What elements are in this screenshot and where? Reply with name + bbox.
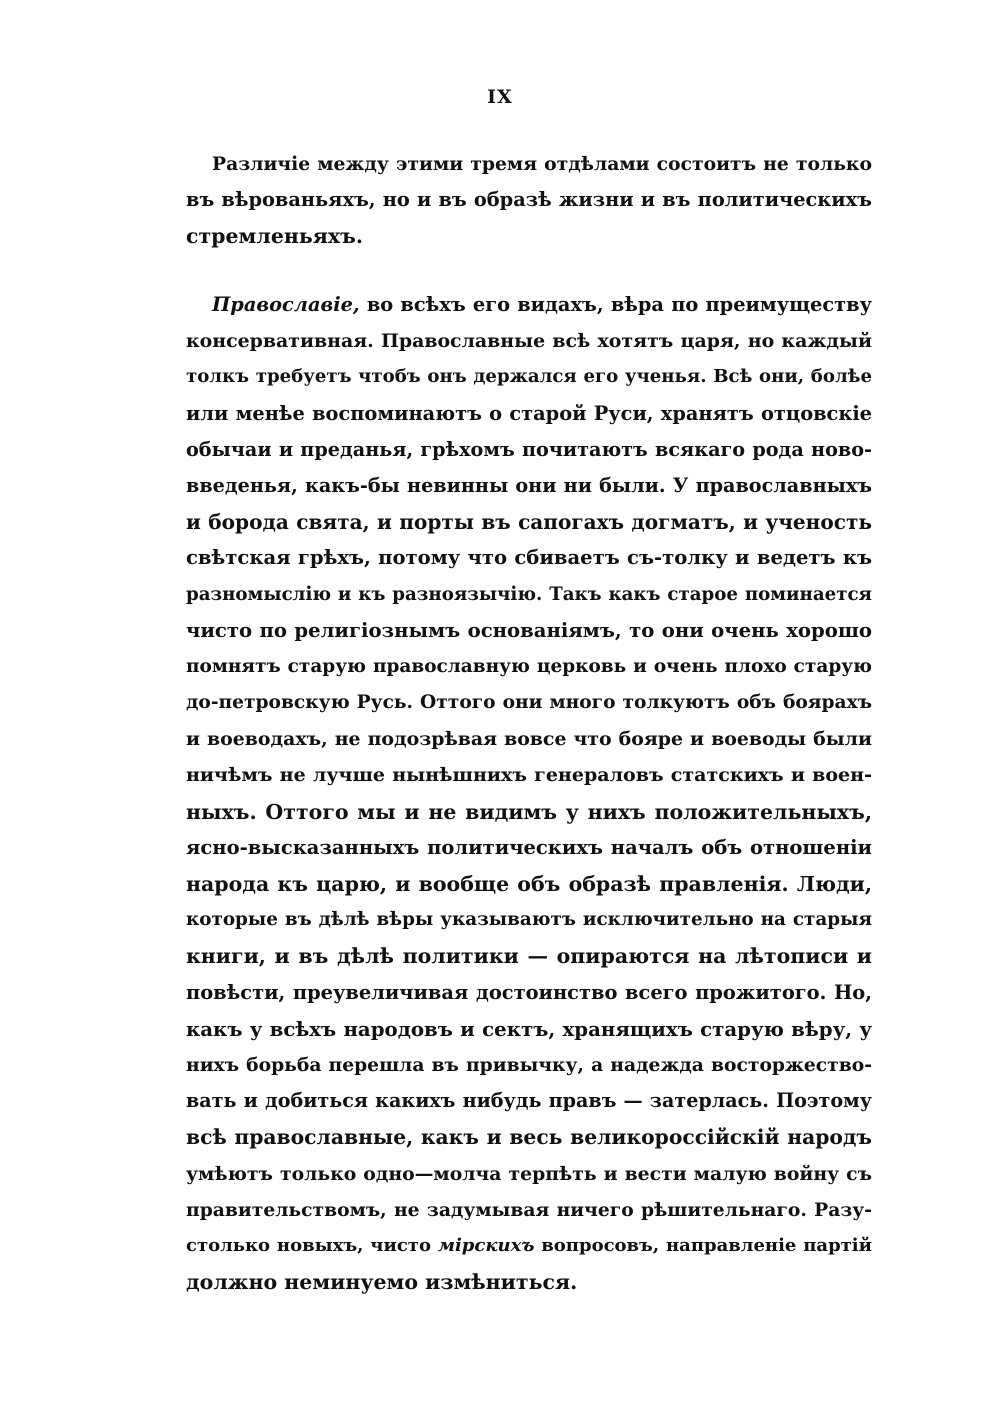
- text-line: народа къ царю, и вообще объ образѣ правленiя. Люди,: [186, 872, 872, 896]
- text-line: вать и добиться какихъ нибудь правъ — затерлась. Поэтому: [186, 1089, 872, 1113]
- text-run: вопросовъ, направленiе партiй: [534, 1234, 872, 1256]
- text-line: чисто по религiознымъ основанiямъ, то они очень хорошо: [186, 618, 872, 642]
- text-line: какъ у всѣхъ народовъ и сектъ, хранящихъ старую вѣру, у: [186, 1016, 872, 1041]
- text-line: Различiе между этими тремя отдѣлами состоитъ не только: [212, 153, 872, 175]
- italic-term: мiрскихъ: [437, 1234, 535, 1256]
- text-line: разномыслiю и къ разноязычiю. Такъ какъ старое поминается: [186, 583, 872, 605]
- page-number: IX: [487, 86, 513, 108]
- text-line: консервативная. Православные всѣ хотятъ царя, но каждый: [186, 330, 872, 353]
- text-line: свѣтская грѣхъ, потому что сбиваетъ съ-толку и ведетъ къ: [186, 546, 872, 570]
- text-line: стремленьяхъ.: [186, 224, 364, 249]
- text-run: во всѣхъ его видахъ, вѣра по преимуществу: [359, 293, 872, 316]
- text-line: и борода свята, и порты въ сапогахъ догматъ, и ученость: [186, 510, 872, 535]
- text-line: толкъ требуетъ чтобъ онъ держался его ученья. Всѣ они, болѣе: [186, 366, 872, 388]
- text-line: нихъ борьба перешла въ привычку, а надежда восторжество-: [186, 1053, 872, 1076]
- text-line: всѣ православные, какъ и весь великороссiйскiй народъ: [186, 1125, 872, 1150]
- text-line: ныхъ. Оттого мы и не видимъ у нихъ положительныхъ,: [186, 799, 872, 824]
- text-line: помнятъ старую православную церковь и очень плохо старую: [186, 655, 872, 677]
- text-line-final: должно неминуемо измѣниться.: [186, 1270, 578, 1295]
- text-line: книги, и въ дѣлѣ политики — опираются на лѣтописи и: [186, 944, 872, 969]
- text-line: до-петровскую Русь. Оттого они много толкуютъ объ боярахъ: [186, 692, 872, 714]
- paragraph-1: [186, 146, 872, 255]
- text-line-with-italic: [186, 1228, 872, 1264]
- text-line: повѣсти, преувеличивая достоинство всего прожитого. Но,: [186, 980, 872, 1004]
- text-run: столько новыхъ, чисто: [186, 1234, 438, 1256]
- paragraph-2: [186, 287, 872, 1300]
- italic-term: Православiе,: [212, 293, 360, 316]
- text-line-first: [186, 287, 872, 323]
- text-line: правительствомъ, не задумывая ничего рѣшительнаго. Разу-: [186, 1198, 872, 1221]
- text-line: ясно-высказанныхъ политическихъ началъ объ отношенiи: [186, 835, 872, 859]
- text-line: ничѣмъ не лучше нынѣшнихъ генераловъ статскихъ и воен-: [186, 764, 872, 787]
- text-line: которые въ дѣлѣ вѣры указываютъ исключительно на старыя: [186, 909, 872, 931]
- text-line: въ вѣрованьяхъ, но и въ образѣ жизни и въ политическихъ: [186, 188, 872, 212]
- text-line: или менѣе воспоминаютъ о старой Руси, хранятъ отцовскiе: [186, 401, 872, 425]
- text-line: и воеводахъ, не подозрѣвая вовсе что бояре и воеводы были: [186, 728, 872, 751]
- text-line: введенья, какъ-бы невинны они ни были. У православныхъ: [186, 473, 872, 497]
- text-line: умѣютъ только одно—молча терпѣть и вести малую войну съ: [186, 1162, 872, 1185]
- text-line: обычаи и преданья, грѣхомъ почитаютъ всякаго рода ново-: [186, 437, 872, 461]
